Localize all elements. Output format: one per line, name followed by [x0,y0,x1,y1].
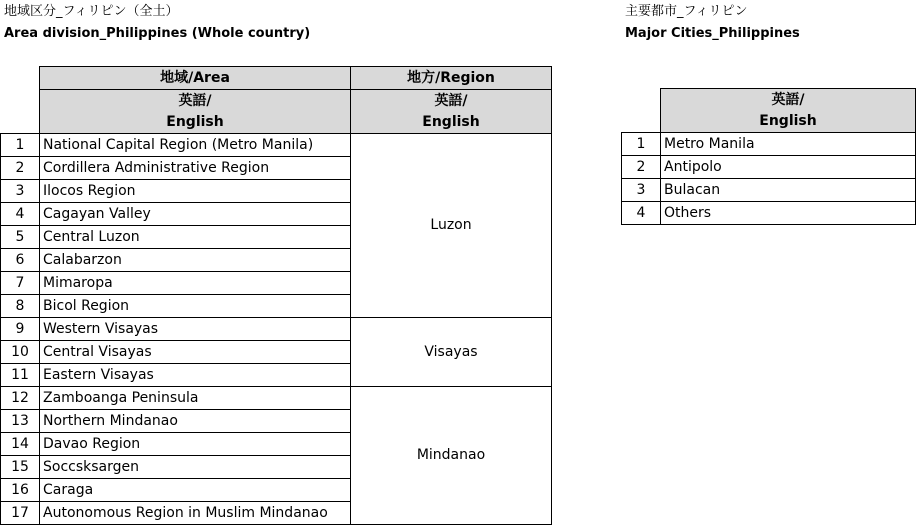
table-row [622,133,916,156]
header-area: 地域/Area [40,67,351,90]
header-lang-line1: 英語/ [178,92,212,109]
city-name: Metro Manila [661,133,916,156]
table-row [622,156,916,179]
row-number: 1 [1,134,40,157]
area-name: Northern Mindanao [40,410,351,433]
area-name: Bicol Region [40,295,351,318]
area-name: Cagayan Valley [40,203,351,226]
area-name: Autonomous Region in Muslim Mindanao [40,502,351,525]
row-number: 17 [1,502,40,525]
header-lang-line2: English [759,112,817,129]
table-row [622,202,916,225]
row-number: 1 [622,133,661,156]
row-number: 15 [1,456,40,479]
row-number: 6 [1,249,40,272]
area-name: Western Visayas [40,318,351,341]
row-number: 2 [622,156,661,179]
header-lang-line2: English [166,113,224,130]
region-name: Mindanao [351,387,552,525]
corner-empty [622,89,661,133]
table-row [1,318,552,341]
area-division-title-en: Area division_Philippines (Whole country) [4,26,311,41]
city-name: Antipolo [661,156,916,179]
row-number: 3 [622,179,661,202]
table-row [1,387,552,410]
region-name: Luzon [351,134,552,318]
area-division-title-jp: 地域区分_フィリピン（全土） [4,4,179,19]
row-number: 11 [1,364,40,387]
major-cities-title-en: Major Cities_Philippines [625,26,800,41]
header-city-english [661,89,916,133]
row-number: 2 [1,157,40,180]
area-name: Mimaropa [40,272,351,295]
major-cities-title-jp: 主要都市_フィリピン [625,4,748,19]
corner-empty [1,67,40,90]
area-name: Caraga [40,479,351,502]
header-region-english [351,90,552,134]
row-number: 10 [1,341,40,364]
row-number: 8 [1,295,40,318]
row-number: 4 [1,203,40,226]
area-name: National Capital Region (Metro Manila) [40,134,351,157]
area-name: Ilocos Region [40,180,351,203]
area-name: Calabarzon [40,249,351,272]
header-lang-line1: 英語/ [434,92,468,109]
area-name: Central Luzon [40,226,351,249]
area-name: Zamboanga Peninsula [40,387,351,410]
area-name: Davao Region [40,433,351,456]
corner-empty [1,90,40,134]
area-name: Central Visayas [40,341,351,364]
row-number: 9 [1,318,40,341]
header-area-english [40,90,351,134]
city-name: Others [661,202,916,225]
header-lang-line2: English [422,113,480,130]
row-number: 7 [1,272,40,295]
row-number: 5 [1,226,40,249]
area-name: Soccsksargen [40,456,351,479]
area-name: Eastern Visayas [40,364,351,387]
major-cities-table [621,88,916,225]
row-number: 13 [1,410,40,433]
header-region: 地方/Region [351,67,552,90]
city-name: Bulacan [661,179,916,202]
row-number: 16 [1,479,40,502]
area-division-table [0,66,552,525]
area-name: Cordillera Administrative Region [40,157,351,180]
row-number: 3 [1,180,40,203]
header-lang-line1: 英語/ [771,91,805,108]
table-row [1,134,552,157]
region-name: Visayas [351,318,552,387]
row-number: 4 [622,202,661,225]
row-number: 12 [1,387,40,410]
table-row [622,179,916,202]
row-number: 14 [1,433,40,456]
